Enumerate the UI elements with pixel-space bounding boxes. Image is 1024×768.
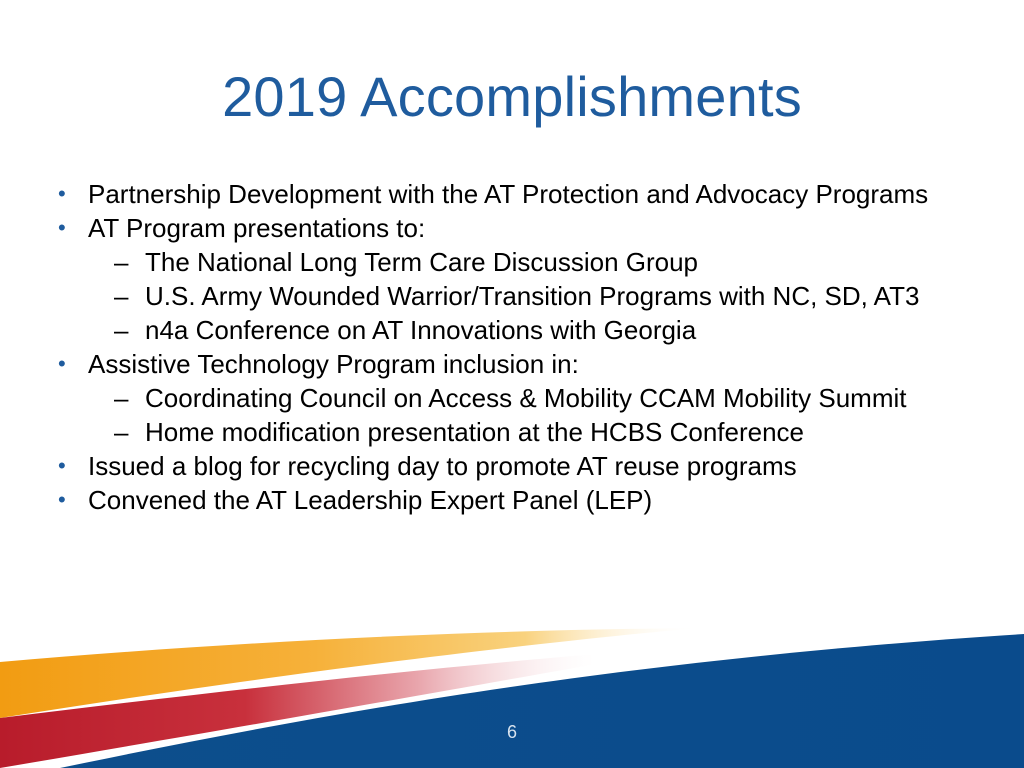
bullet-marker: • (58, 215, 66, 240)
bullet-item (56, 452, 956, 480)
slide-title: 2019 Accomplishments (222, 65, 802, 128)
sub-bullet-text: The National Long Term Care Discussion Group (145, 247, 699, 277)
sub-bullet-text: Coordinating Council on Access & Mobility CCAM Mobility Summit (145, 383, 907, 413)
slide-number: 6 (506, 722, 517, 742)
bullet-text: AT Program presentations to: (88, 213, 426, 243)
dash-marker: – (114, 417, 129, 447)
sub-bullet-item (56, 282, 956, 310)
bullet-text: Convened the AT Leadership Expert Panel (LEP) (88, 485, 653, 515)
dash-marker: – (114, 281, 129, 311)
bullet-marker: • (58, 453, 66, 478)
sub-bullet-item (56, 316, 956, 344)
sub-bullet-item (56, 248, 956, 276)
bullet-text: Partnership Development with the AT Protection and Advocacy Programs (88, 179, 929, 209)
dash-marker: – (114, 247, 129, 277)
bullet-text: Assistive Technology Program inclusion in: (88, 349, 579, 379)
bullet-marker: • (58, 487, 66, 512)
sub-bullet-item (56, 384, 956, 412)
bullet-item (56, 214, 956, 242)
bullet-marker: • (58, 181, 66, 206)
dash-marker: – (114, 315, 129, 345)
bullet-text: Issued a blog for recycling day to promote AT reuse programs (88, 451, 797, 481)
sub-bullet-item (56, 418, 956, 446)
sub-bullet-text: Home modification presentation at the HCBS Conference (145, 417, 805, 447)
bullet-marker: • (58, 351, 66, 376)
sub-bullet-text: n4a Conference on AT Innovations with Georgia (145, 315, 697, 345)
bullet-item (56, 486, 956, 514)
bullet-item (56, 180, 956, 208)
sub-bullet-text: U.S. Army Wounded Warrior/Transition Programs with NC, SD, AT3 (145, 281, 920, 311)
bullet-list (56, 180, 956, 520)
dash-marker: – (114, 383, 129, 413)
bullet-item (56, 350, 956, 378)
